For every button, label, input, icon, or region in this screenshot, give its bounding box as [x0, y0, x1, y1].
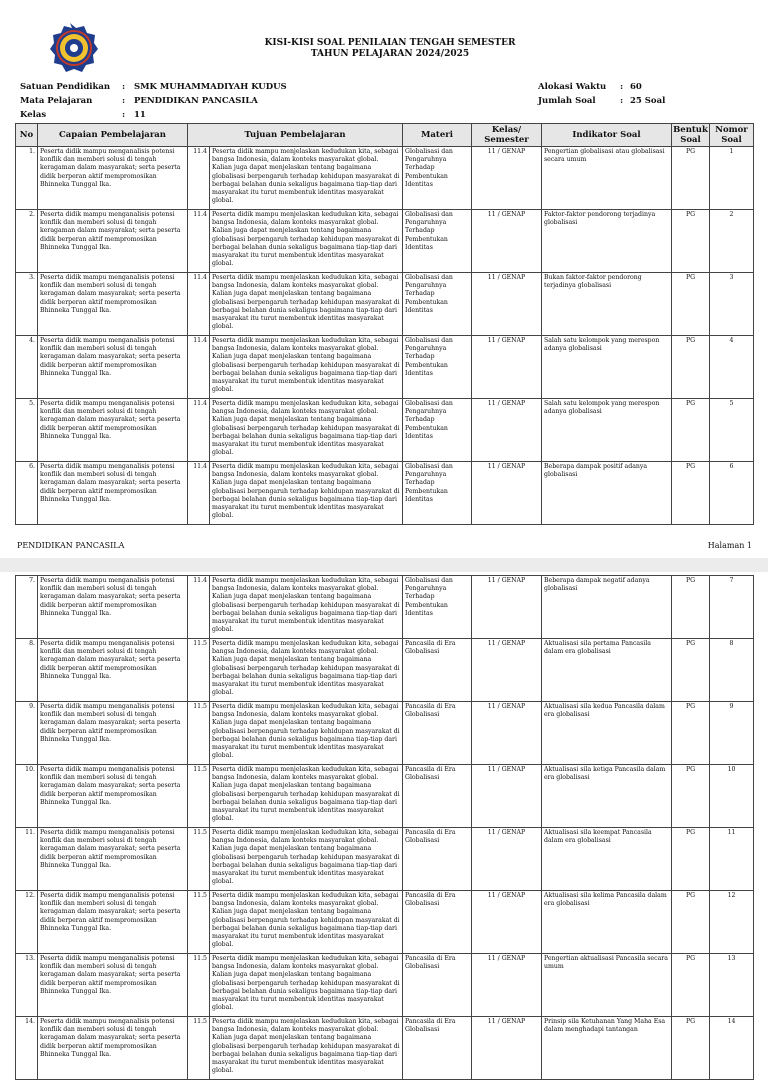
document-title	[190, 38, 590, 60]
table-row	[16, 576, 754, 639]
tp-code-cell: 11.5	[188, 765, 210, 828]
row-number: 6.	[16, 462, 38, 525]
row-number: 5.	[16, 399, 38, 462]
indikator-cell: Salah satu kelompok yang merespon adanya globalisasi	[542, 399, 672, 462]
nomor-cell: 8	[710, 639, 754, 702]
bentuk-cell: PG	[672, 576, 710, 639]
materi-cell: Globalisasi dan Pengaruhnya Terhadap Pembentukan Identitas	[403, 210, 472, 273]
kelas-cell: 11 / GENAP	[472, 147, 542, 210]
capaian-cell: Peserta didik mampu menganalisis potensi konflik dan memberi solusi di tengah keragaman dalam masyarakat; serta peserta didik berperan aktif mempromosikan Bhinneka Tunggal Ika.	[38, 828, 188, 891]
meta-label: Mata Pelajaran	[20, 96, 93, 106]
header-bentuk: Bentuk Soal	[673, 125, 708, 145]
materi-cell: Pancasila di Era Globalisasi	[403, 765, 472, 828]
meta-sep: :	[620, 82, 624, 92]
meta-value: 60	[630, 82, 642, 92]
meta-value: SMK MUHAMMADIYAH KUDUS	[134, 82, 287, 92]
nomor-cell: 1	[710, 147, 754, 210]
capaian-cell: Peserta didik mampu menganalisis potensi konflik dan memberi solusi di tengah keragaman dalam masyarakat; serta peserta didik berperan aktif mempromosikan Bhinneka Tunggal Ika.	[38, 765, 188, 828]
nomor-cell: 13	[710, 954, 754, 1017]
kelas-cell: 11 / GENAP	[472, 1017, 542, 1080]
indikator-cell: Bukan faktor-faktor pendorong terjadinya globalisasi	[542, 273, 672, 336]
kisi-kisi-table-page-1	[15, 123, 754, 525]
capaian-cell: Peserta didik mampu menganalisis potensi konflik dan memberi solusi di tengah keragaman dalam masyarakat; serta peserta didik berperan aktif mempromosikan Bhinneka Tunggal Ika.	[38, 273, 188, 336]
indikator-cell: Faktor-faktor pendorong terjadinya globalisasi	[542, 210, 672, 273]
subtitle-line: TAHUN PELAJARAN 2024/2025	[310, 49, 470, 59]
meta-label: Kelas	[20, 110, 47, 120]
tujuan-cell: Peserta didik mampu menjelaskan kedudukan kita, sebagai bangsa Indonesia, dalam konteks masyarakat global. Kalian juga dapat menjelaskan tentang bagaimana globalisasi berpengaruh terhadap kehidupan masyarakat di berbagai belahan dunia sekaligus bagaimana tiap-tiap dari masyarakat itu turut membentuk identitas masyarakat global.	[210, 891, 403, 954]
nomor-cell: 3	[710, 273, 754, 336]
meta-label: Satuan Pendidikan	[20, 82, 111, 92]
tujuan-cell: Peserta didik mampu menjelaskan kedudukan kita, sebagai bangsa Indonesia, dalam konteks masyarakat global. Kalian juga dapat menjelaskan tentang bagaimana globalisasi berpengaruh terhadap kehidupan masyarakat di berbagai belahan dunia sekaligus bagaimana tiap-tiap dari masyarakat itu turut membentuk identitas masyarakat global.	[210, 336, 403, 399]
tujuan-cell: Peserta didik mampu menjelaskan kedudukan kita, sebagai bangsa Indonesia, dalam konteks masyarakat global. Kalian juga dapat menjelaskan tentang bagaimana globalisasi berpengaruh terhadap kehidupan masyarakat di berbagai belahan dunia sekaligus bagaimana tiap-tiap dari masyarakat itu turut membentuk identitas masyarakat global.	[210, 1017, 403, 1080]
indikator-cell: Prinsip sila Ketuhanan Yang Maha Esa dalam menghadapi tantangan	[542, 1017, 672, 1080]
capaian-cell: Peserta didik mampu menganalisis potensi konflik dan memberi solusi di tengah keragaman dalam masyarakat; serta peserta didik berperan aktif mempromosikan Bhinneka Tunggal Ika.	[38, 210, 188, 273]
meta-sep: :	[122, 82, 126, 92]
footer-subject: PENDIDIKAN PANCASILA	[17, 541, 125, 550]
meta-row-jumlah	[538, 94, 665, 108]
row-number: 4.	[16, 336, 38, 399]
meta-row-mapel	[20, 94, 287, 108]
table-row	[16, 210, 754, 273]
indikator-cell: Pengertian globalisasi atau globalisasi secara umum	[542, 147, 672, 210]
row-number: 2.	[16, 210, 38, 273]
bentuk-cell: PG	[672, 954, 710, 1017]
indikator-cell: Aktualisasi sila keempat Pancasila dalam era globalisasi	[542, 828, 672, 891]
tujuan-cell: Peserta didik mampu menjelaskan kedudukan kita, sebagai bangsa Indonesia, dalam konteks masyarakat global. Kalian juga dapat menjelaskan tentang bagaimana globalisasi berpengaruh terhadap kehidupan masyarakat di berbagai belahan dunia sekaligus bagaimana tiap-tiap dari masyarakat itu turut membentuk identitas masyarakat global.	[210, 954, 403, 1017]
capaian-cell: Peserta didik mampu menganalisis potensi konflik dan memberi solusi di tengah keragaman dalam masyarakat; serta peserta didik berperan aktif mempromosikan Bhinneka Tunggal Ika.	[38, 702, 188, 765]
nomor-cell: 11	[710, 828, 754, 891]
tujuan-cell: Peserta didik mampu menjelaskan kedudukan kita, sebagai bangsa Indonesia, dalam konteks masyarakat global. Kalian juga dapat menjelaskan tentang bagaimana globalisasi berpengaruh terhadap kehidupan masyarakat di berbagai belahan dunia sekaligus bagaimana tiap-tiap dari masyarakat itu turut membentuk identitas masyarakat global.	[210, 828, 403, 891]
meta-value: 25 Soal	[630, 96, 666, 106]
header-capaian: Capaian Pembelajaran	[38, 124, 188, 147]
meta-right	[538, 80, 665, 108]
table-row	[16, 954, 754, 1017]
indikator-cell: Aktualisasi sila pertama Pancasila dalam era globalisasi	[542, 639, 672, 702]
bentuk-cell: PG	[672, 765, 710, 828]
bentuk-cell: PG	[672, 639, 710, 702]
indikator-cell: Pengertian aktualisasi Pancasila secara umum	[542, 954, 672, 1017]
capaian-cell: Peserta didik mampu menganalisis potensi konflik dan memberi solusi di tengah keragaman dalam masyarakat; serta peserta didik berperan aktif mempromosikan Bhinneka Tunggal Ika.	[38, 399, 188, 462]
indikator-cell: Beberapa dampak negatif adanya globalisasi	[542, 576, 672, 639]
meta-label: Alokasi Waktu	[538, 82, 607, 92]
bentuk-cell: PG	[672, 273, 710, 336]
row-number: 3.	[16, 273, 38, 336]
row-number: 10.	[16, 765, 38, 828]
materi-cell: Pancasila di Era Globalisasi	[403, 702, 472, 765]
page-separator	[0, 558, 768, 572]
tp-code-cell: 11.4	[188, 147, 210, 210]
kelas-cell: 11 / GENAP	[472, 273, 542, 336]
header-nomor: Nomor Soal	[710, 124, 754, 147]
meta-sep: :	[122, 96, 126, 106]
meta-value: PENDIDIKAN PANCASILA	[134, 96, 258, 106]
table-row	[16, 462, 754, 525]
capaian-cell: Peserta didik mampu menganalisis potensi konflik dan memberi solusi di tengah keragaman dalam masyarakat; serta peserta didik berperan aktif mempromosikan Bhinneka Tunggal Ika.	[38, 576, 188, 639]
tujuan-cell: Peserta didik mampu menjelaskan kedudukan kita, sebagai bangsa Indonesia, dalam konteks masyarakat global. Kalian juga dapat menjelaskan tentang bagaimana globalisasi berpengaruh terhadap kehidupan masyarakat di berbagai belahan dunia sekaligus bagaimana tiap-tiap dari masyarakat itu turut membentuk identitas masyarakat global.	[210, 462, 403, 525]
tp-code-cell: 11.4	[188, 336, 210, 399]
meta-label: Jumlah Soal	[538, 96, 596, 106]
meta-row-satuan	[20, 80, 287, 94]
materi-cell: Globalisasi dan Pengaruhnya Terhadap Pembentukan Identitas	[403, 399, 472, 462]
capaian-cell: Peserta didik mampu menganalisis potensi konflik dan memberi solusi di tengah keragaman dalam masyarakat; serta peserta didik berperan aktif mempromosikan Bhinneka Tunggal Ika.	[38, 1017, 188, 1080]
tujuan-cell: Peserta didik mampu menjelaskan kedudukan kita, sebagai bangsa Indonesia, dalam konteks masyarakat global. Kalian juga dapat menjelaskan tentang bagaimana globalisasi berpengaruh terhadap kehidupan masyarakat di berbagai belahan dunia sekaligus bagaimana tiap-tiap dari masyarakat itu turut membentuk identitas masyarakat global.	[210, 639, 403, 702]
bentuk-cell: PG	[672, 147, 710, 210]
row-number: 14.	[16, 1017, 38, 1080]
tp-code-cell: 11.4	[188, 462, 210, 525]
table-row	[16, 399, 754, 462]
capaian-cell: Peserta didik mampu menganalisis potensi konflik dan memberi solusi di tengah keragaman dalam masyarakat; serta peserta didik berperan aktif mempromosikan Bhinneka Tunggal Ika.	[38, 147, 188, 210]
bentuk-cell: PG	[672, 702, 710, 765]
footer-page-number: Halaman 1	[707, 541, 752, 550]
header-tujuan: Tujuan Pembelajaran	[188, 124, 403, 147]
kelas-cell: 11 / GENAP	[472, 891, 542, 954]
page-2	[0, 572, 768, 1075]
row-number: 1.	[16, 147, 38, 210]
kelas-cell: 11 / GENAP	[472, 954, 542, 1017]
bentuk-cell: PG	[672, 462, 710, 525]
table-header-row	[16, 124, 754, 147]
kelas-cell: 11 / GENAP	[472, 210, 542, 273]
tujuan-cell: Peserta didik mampu menjelaskan kedudukan kita, sebagai bangsa Indonesia, dalam konteks masyarakat global. Kalian juga dapat menjelaskan tentang bagaimana globalisasi berpengaruh terhadap kehidupan masyarakat di berbagai belahan dunia sekaligus bagaimana tiap-tiap dari masyarakat itu turut membentuk identitas masyarakat global.	[210, 702, 403, 765]
tp-code-cell: 11.4	[188, 273, 210, 336]
tujuan-cell: Peserta didik mampu menjelaskan kedudukan kita, sebagai bangsa Indonesia, dalam konteks masyarakat global. Kalian juga dapat menjelaskan tentang bagaimana globalisasi berpengaruh terhadap kehidupan masyarakat di berbagai belahan dunia sekaligus bagaimana tiap-tiap dari masyarakat itu turut membentuk identitas masyarakat global.	[210, 399, 403, 462]
meta-row-alokasi	[538, 80, 665, 94]
nomor-cell: 2	[710, 210, 754, 273]
tp-code-cell: 11.5	[188, 954, 210, 1017]
row-number: 11.	[16, 828, 38, 891]
materi-cell: Globalisasi dan Pengaruhnya Terhadap Pembentukan Identitas	[403, 336, 472, 399]
kelas-cell: 11 / GENAP	[472, 639, 542, 702]
bentuk-cell: PG	[672, 1017, 710, 1080]
capaian-cell: Peserta didik mampu menganalisis potensi konflik dan memberi solusi di tengah keragaman dalam masyarakat; serta peserta didik berperan aktif mempromosikan Bhinneka Tunggal Ika.	[38, 891, 188, 954]
tp-code-cell: 11.4	[188, 399, 210, 462]
row-number: 13.	[16, 954, 38, 1017]
kelas-cell: 11 / GENAP	[472, 765, 542, 828]
meta-sep: :	[620, 96, 624, 106]
indikator-cell: Salah satu kelompok yang merespon adanya globalisasi	[542, 336, 672, 399]
bentuk-cell: PG	[672, 891, 710, 954]
capaian-cell: Peserta didik mampu menganalisis potensi konflik dan memberi solusi di tengah keragaman dalam masyarakat; serta peserta didik berperan aktif mempromosikan Bhinneka Tunggal Ika.	[38, 462, 188, 525]
kelas-cell: 11 / GENAP	[472, 828, 542, 891]
header-kelas: Kelas/ Semester	[472, 124, 542, 147]
materi-cell: Pancasila di Era Globalisasi	[403, 1017, 472, 1080]
kelas-cell: 11 / GENAP	[472, 336, 542, 399]
tp-code-cell: 11.4	[188, 576, 210, 639]
tujuan-cell: Peserta didik mampu menjelaskan kedudukan kita, sebagai bangsa Indonesia, dalam konteks masyarakat global. Kalian juga dapat menjelaskan tentang bagaimana globalisasi berpengaruh terhadap kehidupan masyarakat di berbagai belahan dunia sekaligus bagaimana tiap-tiap dari masyarakat itu turut membentuk identitas masyarakat global.	[210, 765, 403, 828]
table-row	[16, 639, 754, 702]
materi-cell: Pancasila di Era Globalisasi	[403, 639, 472, 702]
school-seal-logo	[46, 22, 102, 74]
materi-cell: Pancasila di Era Globalisasi	[403, 828, 472, 891]
nomor-cell: 12	[710, 891, 754, 954]
table-row	[16, 273, 754, 336]
materi-cell: Globalisasi dan Pengaruhnya Terhadap Pembentukan Identitas	[403, 273, 472, 336]
table-row	[16, 765, 754, 828]
row-number: 9.	[16, 702, 38, 765]
tp-code-cell: 11.5	[188, 1017, 210, 1080]
nomor-cell: 9	[710, 702, 754, 765]
table-row	[16, 147, 754, 210]
capaian-cell: Peserta didik mampu menganalisis potensi konflik dan memberi solusi di tengah keragaman dalam masyarakat; serta peserta didik berperan aktif mempromosikan Bhinneka Tunggal Ika.	[38, 954, 188, 1017]
kelas-cell: 11 / GENAP	[472, 576, 542, 639]
indikator-cell: Aktualisasi sila kedua Pancasila dalam era globalisasi	[542, 702, 672, 765]
nomor-cell: 10	[710, 765, 754, 828]
capaian-cell: Peserta didik mampu menganalisis potensi konflik dan memberi solusi di tengah keragaman dalam masyarakat; serta peserta didik berperan aktif mempromosikan Bhinneka Tunggal Ika.	[38, 336, 188, 399]
header-indikator: Indikator Soal	[542, 124, 672, 147]
row-number: 7.	[16, 576, 38, 639]
meta-sep: :	[122, 110, 126, 120]
tp-code-cell: 11.5	[188, 702, 210, 765]
tujuan-cell: Peserta didik mampu menjelaskan kedudukan kita, sebagai bangsa Indonesia, dalam konteks masyarakat global. Kalian juga dapat menjelaskan tentang bagaimana globalisasi berpengaruh terhadap kehidupan masyarakat di berbagai belahan dunia sekaligus bagaimana tiap-tiap dari masyarakat itu turut membentuk identitas masyarakat global.	[210, 273, 403, 336]
kelas-cell: 11 / GENAP	[472, 702, 542, 765]
materi-cell: Globalisasi dan Pengaruhnya Terhadap Pembentukan Identitas	[403, 576, 472, 639]
materi-cell: Globalisasi dan Pengaruhnya Terhadap Pembentukan Identitas	[403, 147, 472, 210]
indikator-cell: Aktualisasi sila kelima Pancasila dalam era globalisasi	[542, 891, 672, 954]
bentuk-cell: PG	[672, 828, 710, 891]
tp-code-cell: 11.5	[188, 828, 210, 891]
tujuan-cell: Peserta didik mampu menjelaskan kedudukan kita, sebagai bangsa Indonesia, dalam konteks masyarakat global. Kalian juga dapat menjelaskan tentang bagaimana globalisasi berpengaruh terhadap kehidupan masyarakat di berbagai belahan dunia sekaligus bagaimana tiap-tiap dari masyarakat itu turut membentuk identitas masyarakat global.	[210, 576, 403, 639]
indikator-cell: Beberapa dampak positif adanya globalisasi	[542, 462, 672, 525]
meta-row-kelas	[20, 108, 287, 122]
table-row	[16, 891, 754, 954]
nomor-cell: 6	[710, 462, 754, 525]
table-body	[16, 576, 754, 1080]
table-row	[16, 336, 754, 399]
materi-cell: Pancasila di Era Globalisasi	[403, 954, 472, 1017]
table-body	[16, 147, 754, 525]
nomor-cell: 7	[710, 576, 754, 639]
nomor-cell: 4	[710, 336, 754, 399]
title-line: KISI-KISI SOAL PENILAIAN TENGAH SEMESTER	[264, 38, 516, 48]
row-number: 12.	[16, 891, 38, 954]
materi-cell: Globalisasi dan Pengaruhnya Terhadap Pembentukan Identitas	[403, 462, 472, 525]
bentuk-cell: PG	[672, 210, 710, 273]
tujuan-cell: Peserta didik mampu menjelaskan kedudukan kita, sebagai bangsa Indonesia, dalam konteks masyarakat global. Kalian juga dapat menjelaskan tentang bagaimana globalisasi berpengaruh terhadap kehidupan masyarakat di berbagai belahan dunia sekaligus bagaimana tiap-tiap dari masyarakat itu turut membentuk identitas masyarakat global.	[210, 147, 403, 210]
nomor-cell: 5	[710, 399, 754, 462]
kisi-kisi-table-page-2	[15, 575, 754, 1080]
tp-code-cell: 11.5	[188, 891, 210, 954]
bentuk-cell: PG	[672, 336, 710, 399]
tp-code-cell: 11.4	[188, 210, 210, 273]
indikator-cell: Aktualisasi sila ketiga Pancasila dalam era globalisasi	[542, 765, 672, 828]
tujuan-cell: Peserta didik mampu menjelaskan kedudukan kita, sebagai bangsa Indonesia, dalam konteks masyarakat global. Kalian juga dapat menjelaskan tentang bagaimana globalisasi berpengaruh terhadap kehidupan masyarakat di berbagai belahan dunia sekaligus bagaimana tiap-tiap dari masyarakat itu turut membentuk identitas masyarakat global.	[210, 210, 403, 273]
nomor-cell: 14	[710, 1017, 754, 1080]
row-number: 8.	[16, 639, 38, 702]
kelas-cell: 11 / GENAP	[472, 462, 542, 525]
capaian-cell: Peserta didik mampu menganalisis potensi konflik dan memberi solusi di tengah keragaman dalam masyarakat; serta peserta didik berperan aktif mempromosikan Bhinneka Tunggal Ika.	[38, 639, 188, 702]
header-materi: Materi	[403, 124, 472, 147]
materi-cell: Pancasila di Era Globalisasi	[403, 891, 472, 954]
table-row	[16, 828, 754, 891]
meta-value: 11	[134, 110, 146, 120]
kelas-cell: 11 / GENAP	[472, 399, 542, 462]
tp-code-cell: 11.5	[188, 639, 210, 702]
meta-left	[20, 80, 287, 122]
table-row	[16, 1017, 754, 1080]
header-no: No	[16, 124, 38, 147]
table-row	[16, 702, 754, 765]
page-footer	[17, 541, 752, 550]
bentuk-cell: PG	[672, 399, 710, 462]
